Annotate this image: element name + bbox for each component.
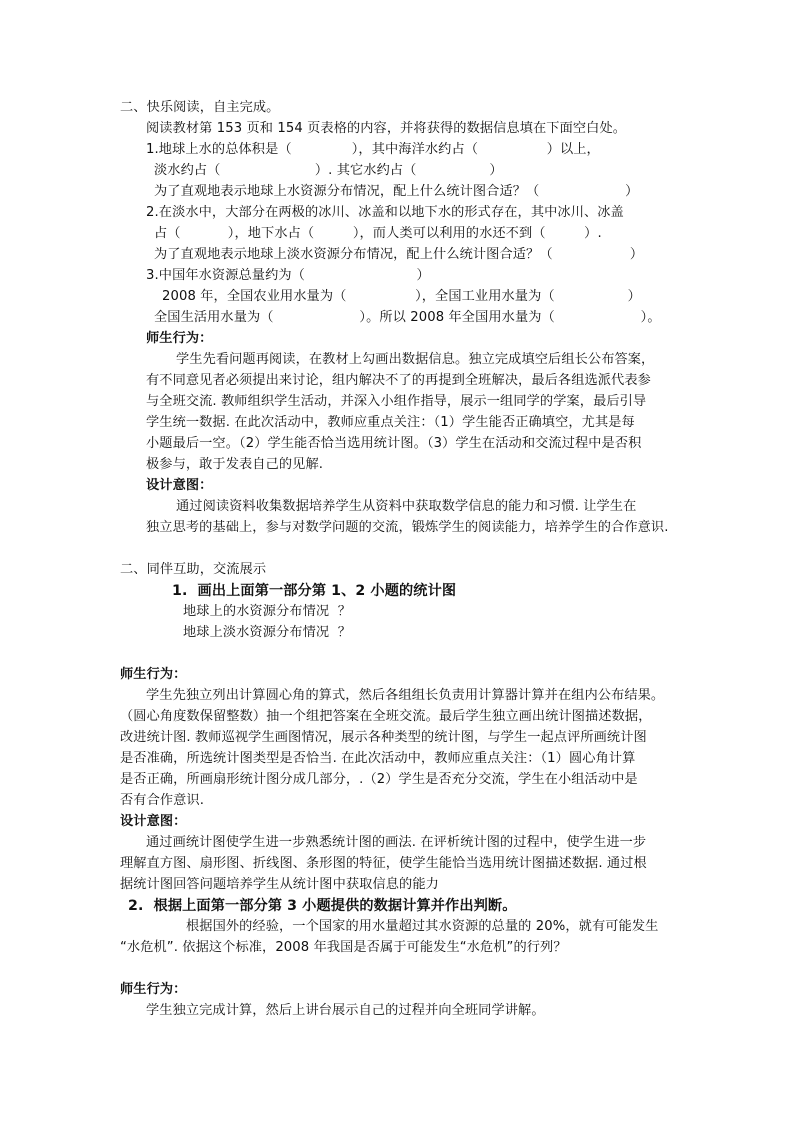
paragraph-line: 有不同意见者必须提出来讨论，组内解决不了的再提到全班解决，最后各组选派代表参 (146, 373, 651, 388)
question-line: 2008 年，全国农业用水量为（ ），全国工业用水量为（ ） (162, 289, 641, 304)
paragraph-line: 阅读教材第 153 页和 154 页表格的内容，并将获得的数据信息填在下面空白处。 (146, 121, 627, 136)
paragraph-line: 是否正确，所画扇形统计图分成几部分，.（2）学生是否充分交流，学生在小组活动中是 (120, 772, 638, 787)
paragraph-line: 改进统计图. 教师巡视学生画图情况，展示各种类型的统计图，与学生一起点评所画统计图 (120, 730, 647, 745)
paragraph-line: 学生独立完成计算，然后上讲台展示自己的过程并向全班同学讲解。 (146, 1003, 545, 1018)
paragraph-line: 极参与，敢于发表自己的见解. (146, 457, 324, 472)
question-line: 2.在淡水中，大部分在两极的冰川、冰盖和以地下水的形式存在，其中冰川、冰盖 (146, 205, 624, 220)
paragraph-line: 理解直方图、扇形图、折线图、条形图的特征，使学生能恰当选用统计图描述数据. 通过根 (120, 856, 647, 871)
chart-prompt: 地球上淡水资源分布情况 ？ (183, 625, 352, 640)
paragraph-line: 根据国外的经验，一个国家的用水量超过其水资源的总量的 20%，就有可能发生 (186, 919, 659, 934)
question-line: 1.地球上水的总体积是（ ），其中海洋水约占（ ）以上， (146, 142, 600, 157)
paragraph-line: 否有合作意识. (120, 793, 205, 808)
subheading: 师生行为： (120, 982, 187, 997)
paragraph-line: 独立思考的基础上，参与对数学问题的交流，锻炼学生的阅读能力，培养学生的合作意识. (146, 520, 669, 535)
question-line: 淡水约占（ ）. 其它水约占（ ） (154, 163, 503, 178)
subheading: 师生行为： (146, 331, 213, 346)
paragraph-line: 与全班交流. 教师组织学生活动，并深入小组作指导，展示一组同学的学案，最后引导 (146, 394, 647, 409)
paragraph-line: 学生先独立列出计算圆心角的算式，然后各组组长负责用计算器计算并在组内公布结果。 (146, 688, 665, 703)
paragraph-line: （圆心角度数保留整数）抽一个组把答案在全班交流。最后学生独立画出统计图描述数据， (120, 709, 652, 724)
subheading: 师生行为： (120, 667, 187, 682)
paragraph-line: 是否准确，所选统计图类型是否恰当. 在此次活动中，教师应重点关注：（1）圆心角计算 (120, 751, 636, 766)
paragraph-line: 通过画统计图使学生进一步熟悉统计图的画法. 在评析统计图的过程中，使学生进一步 (146, 835, 647, 850)
section-heading: 二、快乐阅读，自主完成。 (120, 100, 280, 115)
paragraph-line: 据统计图回答问题培养学生从统计图中获取信息的能力 (120, 877, 439, 892)
chart-prompt: 地球上的水资源分布情况 ？ (183, 604, 352, 619)
question-line: 为了直观地表示地球上淡水资源分布情况，配上什么统计图合适？（ ） (154, 247, 644, 262)
section-heading: 二、同伴互助，交流展示 (120, 562, 267, 577)
paragraph-line: “水危机”. 依据这个标准，2008 年我国是否属于可能发生“水危机”的行列？ (120, 940, 567, 955)
paragraph-line: 通过阅读资料收集数据培养学生从资料中获取数学信息的能力和习惯. 让学生在 (176, 499, 637, 514)
paragraph-line: 学生先看问题再阅读，在教材上勾画出数据信息。独立完成填空后组长公布答案， (176, 352, 655, 367)
task-heading: 2. 根据上面第一部分第 3 小题提供的数据计算并作出判断。 (128, 898, 517, 914)
question-line: 为了直观地表示地球上水资源分布情况，配上什么统计图合适？（ ） (154, 184, 639, 199)
question-line: 占（ ），地下水占（ ），而人类可以利用的水还不到（ ）. (154, 226, 602, 241)
question-line: 3.中国年水资源总量约为（ ） (146, 268, 430, 283)
subheading: 设计意图： (120, 814, 187, 829)
subheading: 设计意图： (146, 478, 213, 493)
paragraph-line: 学生统一数据. 在此次活动中，教师应重点关注：（1）学生能否正确填空，尤其是每 (146, 415, 635, 430)
paragraph-line: 小题最后一空。（2）学生能否恰当选用统计图。（3）学生在活动和交流过程中是否积 (146, 436, 642, 451)
question-line: 全国生活用水量为（ ）。所以 2008 年全国用水量为（ ）。 (154, 310, 661, 325)
task-heading: 1. 画出上面第一部分第 1、2 小题的统计图 (172, 583, 457, 599)
